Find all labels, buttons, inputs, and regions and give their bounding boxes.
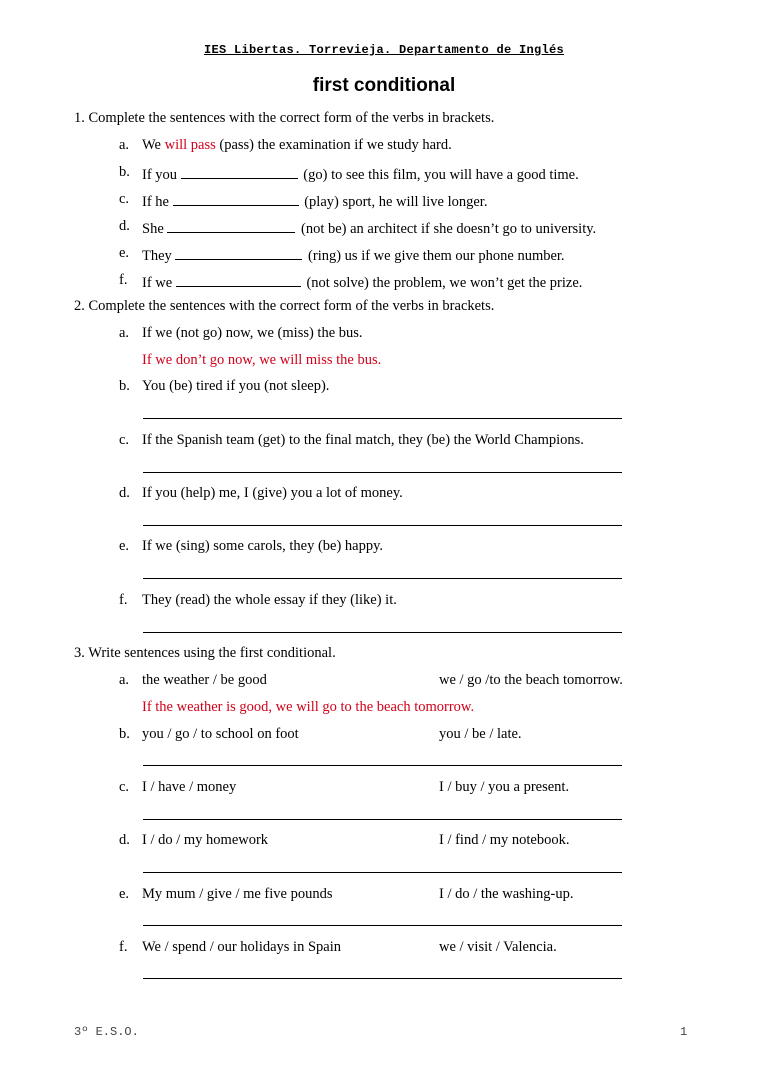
ex1-item-e: They (ring) us if we give them our phone number. xyxy=(142,245,565,265)
ex1-item-a: We will pass (pass) the examination if we study hard. xyxy=(142,137,452,153)
ex2-item-letter: c. xyxy=(119,432,130,448)
ex3-item-e-prompt: My mum / give / me five pounds xyxy=(142,886,333,902)
answer-line[interactable] xyxy=(143,578,622,579)
ex3-item-letter: a. xyxy=(119,672,130,688)
answer-line[interactable] xyxy=(143,819,622,820)
ex2-item-c: If the Spanish team (get) to the final match, they (be) the World Champions. xyxy=(142,432,584,448)
answer-line[interactable] xyxy=(143,472,622,473)
ex1-item-letter: d. xyxy=(119,218,130,234)
ex3-item-b-prompt: you / go / to school on foot xyxy=(142,726,299,742)
ex1-item-d: She (not be) an architect if she doesn’t go to university. xyxy=(142,218,596,238)
ex2-item-letter: f. xyxy=(119,592,128,608)
fill-blank[interactable] xyxy=(176,272,301,287)
ex2-item-f: They (read) the whole essay if they (like) it. xyxy=(142,592,397,608)
ex1-item-letter: b. xyxy=(119,164,130,180)
ex2-item-e: If we (sing) some carols, they (be) happy. xyxy=(142,538,384,554)
ex3-item-c-prompt: I / have / money xyxy=(142,779,237,795)
ex2-item-a: If we (not go) now, we (miss) the bus. xyxy=(142,325,363,341)
ex2-item-letter: b. xyxy=(119,378,130,394)
answer-line[interactable] xyxy=(143,978,622,979)
ex2-item-letter: d. xyxy=(119,485,130,501)
answer-line[interactable] xyxy=(143,525,622,526)
footer-course: 3º E.S.O. xyxy=(74,1025,139,1039)
fill-blank[interactable] xyxy=(173,191,299,206)
answer-line[interactable] xyxy=(143,925,622,926)
ex3-item-b-result: you / be / late. xyxy=(439,726,522,742)
answer-line[interactable] xyxy=(143,765,622,766)
answer-line[interactable] xyxy=(143,872,622,873)
ex3-item-d-prompt: I / do / my homework xyxy=(142,832,269,848)
ex3-item-a-prompt: the weather / be good xyxy=(142,672,267,688)
answer-line[interactable] xyxy=(143,418,622,419)
ex3-item-letter: b. xyxy=(119,726,130,742)
answer-line[interactable] xyxy=(143,632,622,633)
fill-blank[interactable] xyxy=(181,164,298,179)
ex1-item-c: If he (play) sport, he will live longer. xyxy=(142,191,487,211)
ex1-item-letter: e. xyxy=(119,245,130,261)
ex3-item-letter: d. xyxy=(119,832,130,848)
exercise-2-instruction: 2. Complete the sentences with the correct form of the verbs in brackets. xyxy=(74,298,495,314)
example-answer: If the weather is good, we will go to the beach tomorrow. xyxy=(142,699,475,715)
ex1-item-b: If you (go) to see this film, you will have a good time. xyxy=(142,164,579,184)
ex2-item-d: If you (help) me, I (give) you a lot of money. xyxy=(142,485,403,501)
fill-blank[interactable] xyxy=(175,245,302,260)
exercise-1-instruction: 1. Complete the sentences with the correct form of the verbs in brackets. xyxy=(74,110,495,126)
ex1-item-f: If we (not solve) the problem, we won’t get the prize. xyxy=(142,272,582,292)
ex3-item-letter: c. xyxy=(119,779,130,795)
ex2-item-letter: a. xyxy=(119,325,130,341)
page-title: first conditional xyxy=(312,75,456,96)
exercise-3-instruction: 3. Write sentences using the first conditional. xyxy=(74,645,336,661)
ex3-item-f-prompt: We / spend / our holidays in Spain xyxy=(142,939,341,955)
ex3-item-letter: e. xyxy=(119,886,130,902)
ex3-item-d-result: I / find / my notebook. xyxy=(439,832,570,848)
school-header: IES Libertas. Torrevieja. Departamento de Inglés xyxy=(203,43,565,57)
example-answer: will pass xyxy=(164,137,216,153)
ex1-item-letter: f. xyxy=(119,272,128,288)
ex1-item-letter: a. xyxy=(119,137,130,153)
ex3-item-c-result: I / buy / you a present. xyxy=(439,779,570,795)
example-answer: If we don’t go now, we will miss the bus. xyxy=(142,352,382,368)
ex3-item-e-result: I / do / the washing-up. xyxy=(439,886,574,902)
ex2-item-letter: e. xyxy=(119,538,130,554)
ex2-item-b: You (be) tired if you (not sleep). xyxy=(142,378,330,394)
ex3-item-letter: f. xyxy=(119,939,128,955)
page-number: 1 xyxy=(680,1025,688,1039)
fill-blank[interactable] xyxy=(167,218,295,233)
ex1-item-letter: c. xyxy=(119,191,130,207)
ex3-item-a-result: we / go /to the beach tomorrow. xyxy=(439,672,623,688)
ex3-item-f-result: we / visit / Valencia. xyxy=(439,939,557,955)
